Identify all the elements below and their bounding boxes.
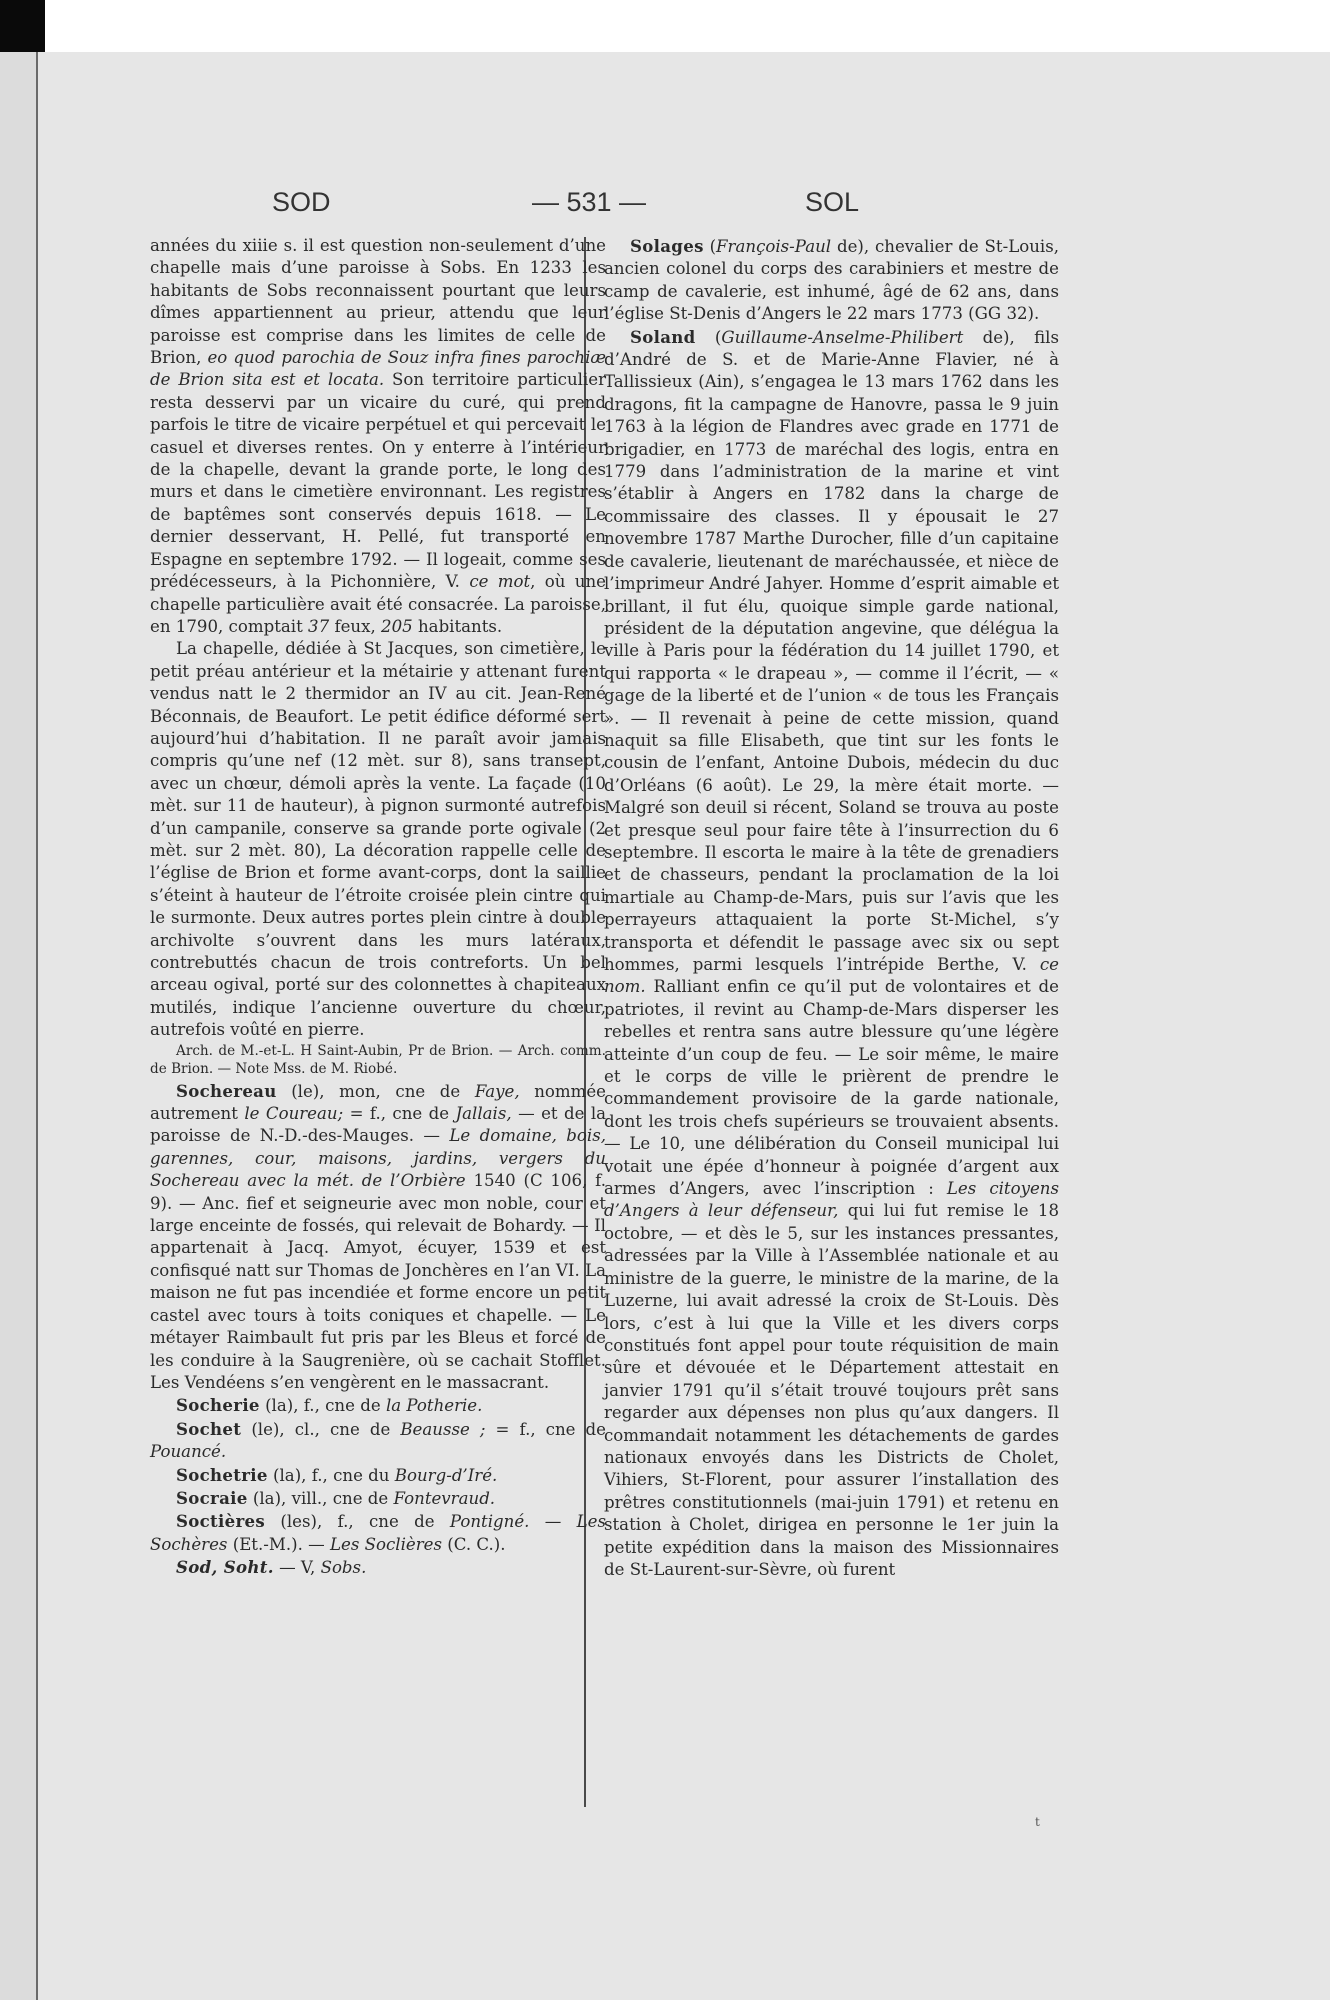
- text: (le), mon, cne de: [291, 1081, 461, 1101]
- text: nommée autrement: [150, 1081, 606, 1124]
- place-name: Les Soclières: [330, 1534, 443, 1554]
- entry-sochet: [150, 1418, 606, 1464]
- right-column: [604, 235, 1059, 1581]
- text: , où une chapelle particulière avait été consacrée. La paroisse, en 1790, comptait: [150, 572, 606, 636]
- place-name: Jallais,: [455, 1104, 512, 1124]
- given-names: François-Paul: [716, 237, 832, 256]
- entry-socherie: [150, 1394, 606, 1417]
- paragraph-chapel: La chapelle, dédiée à St Jacques, son cimetière, le petit préau antérieur et la métairie y attenant furent vendus natt le 2 thermidor an IV au cit. Jean-René Béconnais, de Beaufort. Le petit édifice déformé sert aujourd’hui d’habitation. Il ne paraît avoir jamais compris qu’une nef (12 mèt. sur 8), sans transept, avec un chœur, démoli après la vente. La façade (10 mèt. sur 11 de hauteur), à pignon surmonté autrefois d’un campanile, conserve sa grande porte ogivale (2 mèt. sur 2 mèt. 80), La décoration rappelle celle de l’église de Brion et forme avant-corps, dont la saillie s’éteint à hauteur de l’étroite croisée plein cintre qui le surmonte. Deux autres portes plein cintre à double archivolte s’ouvrent dans les murs latéraux, contrebuttés chacun de trois contreforts. Un bel arceau ogival, porté sur des colonnettes à chapiteaux mutilés, indique l’ancienne ouverture du chœur, autrefois voûté en pierre.: [150, 639, 606, 1040]
- text: de), fils d’André de S. et de Marie-Anne Flavier, né à Tallissieux (Ain), s’engagea le 13 mars 1762 dans les dragons, fit la campagne de Hanovre, passa le 9 juin 1763 à la légion de Flandres avec grade en 1771 de brigadier, en 1773 de maréchal des logis, entra en 1779 dans l’administration de la marine et vint s’établir à Angers en 1782 dans la charge de commissaire des classes. Il y épousait le 27 novembre 1787 Marthe Durocher, fille d’un capitaine de cavalerie, lieutenant de maréchaussée, et nièce de l’imprimeur André Jahyer. Homme d’esprit aimable et brillant, il fut élu, quoique simple garde national, président de la députation angevine, que délégua la ville à Paris pour la fédération du 14 juillet 1790, et qui rapporta « le drapeau », — comme il l’écrit, — « gage de la liberté et de l’union « de tous les Français ». — Il revenait à peine de cette mission, quand naquit sa fille Elisabeth, que tint sur les fonts le cousin de l’enfant, Antoine Dubois, médecin du duc d’Orléans (6 août). Le 29, la mère était morte. — Malgré son deuil si récent, Soland se trouva au poste et presque seul pour faire tête à l’insurrection du 6 septembre. Il escorta le maire à la tête de grenadiers et de chasseurs, pendant la proclamation de la loi martiale au Champ-de-Mars, puis sur l’avis que les perrayeurs attaquaient la porte St-Michel, s’y transporta et défendit le passage avec six ou sept hommes, parmi lesquels l’intrépide Berthe, V.: [604, 327, 1060, 974]
- place-name: Bourg-d’Iré.: [394, 1465, 498, 1485]
- text: 1540 (C 106, f. 9). — Anc. fief et seigneurie avec mon noble, cour et large enceinte de fossés, qui relevait de Bohardy. — Il appartenait à Jacq. Amyot, écuyer, 1539 et est confisqué natt sur Thomas de Jonchères en l’an VI. La maison ne fut pas incendiée et forme encore un petit castel avec tours à toits coniques et chapelle. — Le métayer Raimbault fut pris par les Bleus et forcé de les conduire à la Saugrenière, où se cachait Stofflet. Les Vendéens s’en vengèrent en le massacrant.: [150, 1171, 607, 1392]
- place-name: le Coureau;: [244, 1104, 344, 1124]
- headword: Sochet: [176, 1418, 242, 1439]
- text: feux,: [334, 616, 376, 636]
- catchword-mark: t: [1035, 1815, 1040, 1829]
- headword: Soctières: [176, 1511, 266, 1532]
- headword: Soland: [630, 326, 696, 347]
- paragraph-sobs-history: [150, 235, 606, 638]
- text: Son territoire particulier resta desservi par un vicaire du curé, qui prend parfois le titre de vicaire perpétuel et qui percevait le casuel et diverses rentes. On y enterre à l’intérieur de la chapelle, devant la grande porte, le long des murs et dans le cimetière environnant. Les registres de baptêmes sont conservés depuis 1618. — Le dernier desservant, H. Pellé, fut transporté en Espagne en septembre 1792. — Il logeait, comme ses prédécesseurs, à la Pichonnière, V.: [150, 370, 607, 592]
- book-page: [0, 52, 1330, 2000]
- text: (la), f., cne de: [265, 1396, 381, 1416]
- text: de), chevalier de St-Louis, ancien colonel du corps des carabiniers et mestre de camp de cavalerie, est inhumé, âgé de 62 ans, dans l’église St-Denis d’Angers le 22 mars 1773 (GG 32).: [604, 237, 1059, 324]
- entry-sochereau: [150, 1080, 606, 1395]
- running-head-left: SOD: [272, 187, 331, 217]
- text: = f., cne de: [349, 1104, 450, 1124]
- running-head-right: SOL: [805, 187, 860, 217]
- place-name: la Potherie.: [385, 1396, 483, 1416]
- text: — V,: [279, 1558, 316, 1578]
- place-name: Beausse ;: [400, 1419, 486, 1439]
- running-head: [150, 187, 1260, 227]
- headword: Sochetrie: [176, 1464, 268, 1485]
- page-number: — 531 —: [532, 187, 647, 217]
- entry-soland: Soland (Guillaume-Anselme-Philibert de), fils d’André de S. et de Marie-Anne Flavier, né à Tallissieux (Ain), s’engagea le 13 mars 1762 dans les dragons, fit la campagne de Hanovre, passa le 9 juin 1763 à la légion de Flandres avec grade en 1771 de brigadier, en 1773 de maréchal des logis, entra en 1779 dans l’administration de la marine et vint s’établir à Angers en 1782 dans la charge de commissaire des classes. Il y épousait le 27 novembre 1787 Marthe Durocher, fille d’un capitaine de cavalerie, lieutenant de maréchaussée, et nièce de l’imprimeur André Jahyer. Homme d’esprit aimable et brillant, il fut élu, quoique simple garde national, président de la députation angevine, que délégua la ville à Paris pour la fédération du 14 juillet 1790, et qui rapporta « le drapeau », — comme il l’écrit, — « gage de la liberté et de l’union « de tous les Français ». — Il revenait à peine de cette mission, quand naquit sa fille Elisabeth, que tint sur les fonts le cousin de l’enfant, Antoine Dubois, médecin du duc d’Orléans (6 août). Le 29, la mère était morte. — Malgré son deuil si récent, Soland se trouva au poste et presque seul pour faire tête à l’insurrection du 6 septembre. Il escorta le maire à la tête de grenadiers et de chasseurs, pendant la proclamation de la loi martiale au Champ-de-Mars, puis sur l’avis que les perrayeurs attaquaient la porte St-Michel, s’y transporta et défendit le passage avec six ou sept hommes, parmi lesquels l’intrépide Berthe, V. ce nom. Ralliant enfin ce qu’il put de volontaires et de patriotes, il revint au Champ-de-Mars disperser les rebelles et rentra sans autre blessure qu’une légère atteinte d’un coup de feu. — Le soir même, le maire et le corps de ville le prièrent de prendre le commandement provisoire de la garde nationale, dont les trois chefs supérieurs se trouvaient absents. — Le 10, une délibération du Conseil municipal lui votait une épée d’honneur à poignée d’argent aux armes d’Angers, avec l’inscription : Les citoyens d’Angers à leur défenseur, qui lui fut remise le 18 octobre, — et dès le 5, sur les instances pressantes, adressées par la Ville à l’Assemblée nationale et au ministre de la guerre, le ministre de la marine, de la Luzerne, lui avait adressé la croix de St-Louis. Dès lors, c’est à lui que la Ville et les divers corps constitués font appel pour toute réquisition de main sûre et dévouée et le Département attestait en janvier 1791 qu’il s’était trouvé toujours prêt sans regarder aux dépenses non plus qu’aux dangers. Il commandait notamment les détachements de gardes nationaux envoyés dans les Districts de Cholet, Vihiers, St-Florent, pour assurer l’installation des prêtres constitutionnels (mai-juin 1791) et retenu en station à Cholet, dirigea en personne le 1er juin la petite expédition dans la maison des Missionnaires de St-Laurent-sur-Sèvre, où furent: [604, 326, 1060, 1579]
- feux-count: 37: [308, 616, 330, 636]
- entry-socraie: [150, 1487, 606, 1510]
- text: années du xiiie s. il est question non-seulement d’une chapelle mais d’une paroisse à Sobs. En 1233 les habitants de Sobs reconnaissent pourtant que leurs dîmes appartiennent au prieur, attendu que leur paroisse est comprise dans les limites de celle de Brion,: [150, 236, 606, 368]
- text: qui lui fut remise le 18 octobre, — et dès le 5, sur les instances pressantes, adressées par la Ville à l’Assemblée nationale et au ministre de la guerre, le ministre de la marine, de la Luzerne, lui avait adressé la croix de St-Louis. Dès lors, c’est à lui que la Ville et les divers corps constitués font appel pour toute réquisition de main sûre et dévouée et le Département attestait en janvier 1791 qu’il s’était trouvé toujours prêt sans regarder aux dépenses non plus qu’aux dangers. Il commandait notamment les détachements de gardes nationaux envoyés dans les Districts de Cholet, Vihiers, St-Florent, pour assurer l’installation des prêtres constitutionnels (mai-juin 1791) et retenu en station à Cholet, dirigea en personne le 1er juin la petite expédition dans la maison des Missionnaires de St-Laurent-sur-Sèvre, où furent: [604, 1201, 1059, 1579]
- text: (C. C.).: [447, 1534, 506, 1554]
- inscription-quote: Les citoyens d’Angers à leur défenseur,: [604, 1179, 1059, 1221]
- text: (le), cl., cne de: [251, 1419, 391, 1439]
- headword: Socherie: [176, 1395, 260, 1416]
- place-name: Fontevraud.: [393, 1488, 496, 1508]
- text: — et de la paroisse de N.-D.-des-Mauges. —: [150, 1104, 607, 1146]
- text: (la), f., cne du: [273, 1465, 390, 1485]
- entry-sochetrie: [150, 1464, 606, 1487]
- cross-reference: ce mot: [469, 572, 531, 592]
- headword: Solages: [630, 236, 704, 256]
- source-citation: Arch. de M.-et-L. H Saint-Aubin, Pr de Brion. — Arch. comm. de Brion. — Note Mss. de M. Riobé.: [150, 1042, 606, 1077]
- text: habitants.: [417, 616, 503, 636]
- text: Ralliant enfin ce qu’il put de volontaires et de patriotes, il revint au Champ-de-Mars disperser les rebelles et rentra sans autre blessure qu’une légère atteinte d’un coup de feu. — Le soir même, le maire et le corps de ville le prièrent de prendre le commandement provisoire de la garde nationale, dont les trois chefs supérieurs se trouvaient absents. — Le 10, une délibération du Conseil municipal lui votait une épée d’honneur à poignée d’argent aux armes d’Angers, avec l’inscription :: [604, 977, 1060, 1199]
- cross-reference: Sobs.: [320, 1558, 367, 1578]
- headword: Sochereau: [176, 1080, 277, 1101]
- headword: Sod, Soht.: [176, 1557, 274, 1578]
- cross-reference: ce nom.: [604, 955, 1059, 997]
- left-column: [150, 235, 606, 1580]
- text: (la), vill., cne de: [252, 1488, 389, 1508]
- scan-border: [0, 0, 45, 58]
- entry-solages: Solages (François-Paul de), chevalier de St-Louis, ancien colonel du corps des carabiniers et mestre de camp de cavalerie, est inhumé, âgé de 62 ans, dans l’église St-Denis d’Angers le 22 mars 1773 (GG 32).: [604, 236, 1059, 324]
- entry-soctieres: [150, 1510, 606, 1556]
- headword: Socraie: [176, 1487, 248, 1508]
- entry-sod: [150, 1556, 606, 1579]
- text: (les), f., cne de: [280, 1512, 435, 1532]
- text: (Et.-M.). —: [232, 1534, 325, 1554]
- given-names: Guillaume-Anselme-Philibert: [721, 327, 964, 347]
- text: = f., cne de: [495, 1419, 606, 1439]
- previous-page-edge: [0, 52, 38, 2000]
- place-name: Faye,: [474, 1081, 520, 1101]
- place-name: Pouancé.: [150, 1442, 227, 1462]
- habitants-count: 205: [381, 616, 413, 636]
- place-name: Pontigné. — Les Sochères: [150, 1512, 606, 1554]
- document-quote: Le domaine, bois, garennes, cour, maisons, jardins, vergers du Sochereau avec la mét. de l’Orbière: [150, 1126, 607, 1191]
- latin-quote: eo quod parochia de Souz infra fines parochiæ de Brion sita est et locata.: [150, 348, 606, 390]
